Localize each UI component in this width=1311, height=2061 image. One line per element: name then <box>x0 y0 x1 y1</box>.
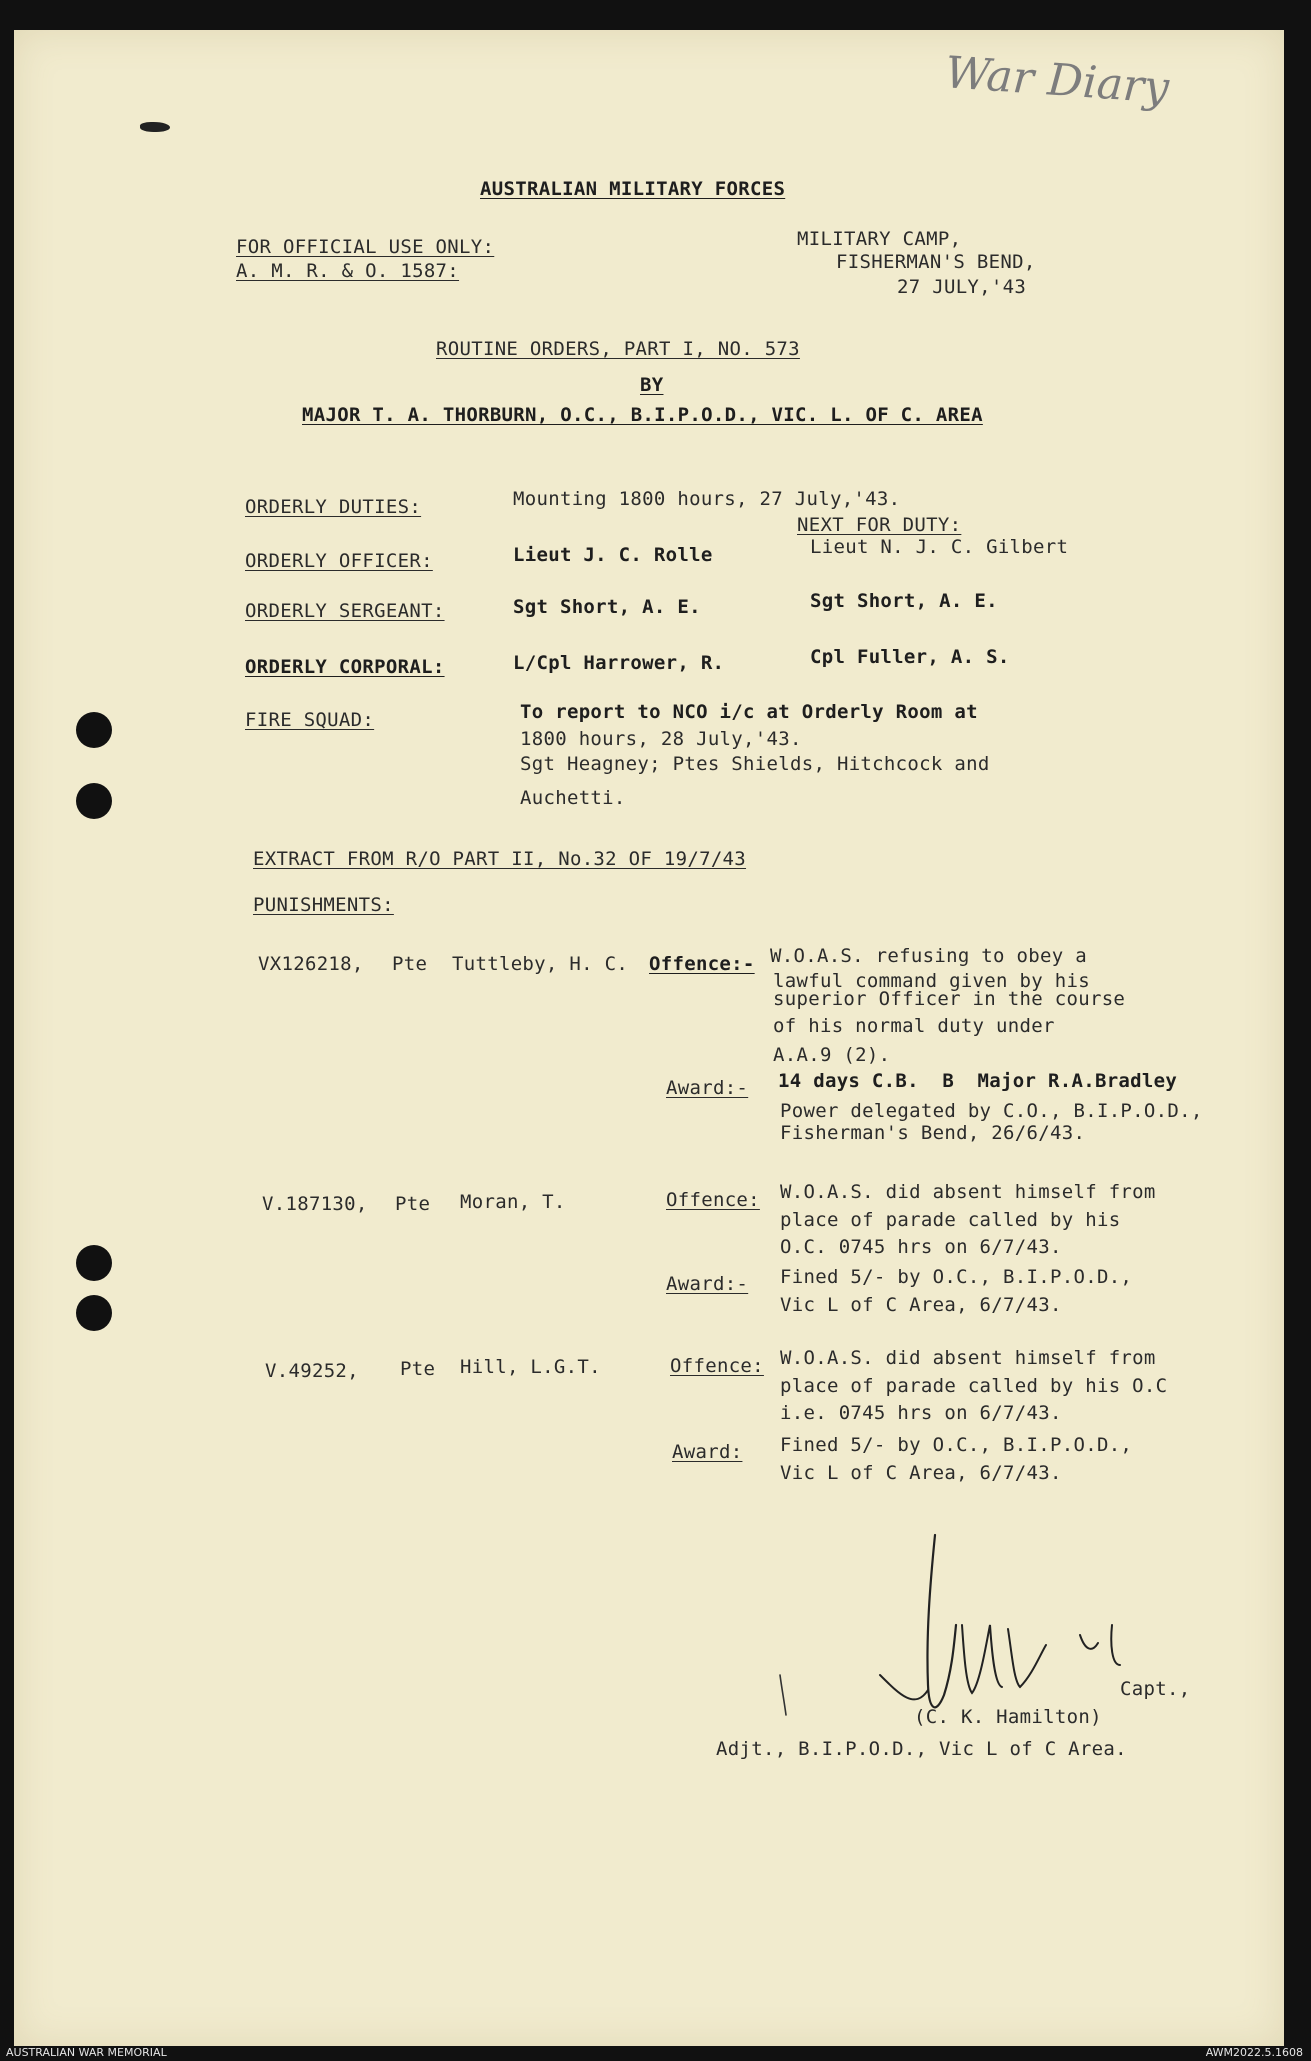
punishments-title: PUNISHMENTS: <box>253 894 394 916</box>
offence-line: lawful command given by his <box>773 970 1090 992</box>
punishment-number: V.187130, <box>262 1193 368 1215</box>
extract-title: EXTRACT FROM R/O PART II, No.32 OF 19/7/43 <box>253 848 747 870</box>
document-date: 27 JULY,'43 <box>897 276 1027 298</box>
footer-institution: AUSTRALIAN WAR MEMORIAL <box>6 2046 167 2059</box>
orderly-sergeant-label: ORDERLY SERGEANT: <box>245 600 445 622</box>
offence-line: W.O.A.S. refusing to obey a <box>770 945 1087 967</box>
orderly-officer-label: ORDERLY OFFICER: <box>245 550 433 572</box>
footer-accession-number: AWM2022.5.1608 <box>1205 2046 1303 2059</box>
next-for-duty-label: NEXT FOR DUTY: <box>797 514 962 536</box>
punishment-number: VX126218, <box>258 953 364 975</box>
official-use-label: FOR OFFICIAL USE ONLY: <box>236 236 495 258</box>
location-line-2: FISHERMAN'S BEND, <box>836 251 1036 273</box>
award-line: Vic L of C Area, 6/7/43. <box>780 1462 1062 1484</box>
fire-squad-line: Sgt Heagney; Ptes Shields, Hitchcock and <box>520 753 990 775</box>
punch-hole <box>76 712 112 748</box>
award-line: Power delegated by C.O., B.I.P.O.D., <box>780 1100 1203 1122</box>
reference-label: A. M. R. & O. 1587: <box>236 260 460 282</box>
award-line: Fisherman's Bend, 26/6/43. <box>780 1122 1086 1144</box>
award-line: Vic L of C Area, 6/7/43. <box>780 1294 1062 1316</box>
fire-squad-line: To report to NCO i/c at Orderly Room at <box>520 701 978 723</box>
offence-line: place of parade called by his O.C <box>780 1375 1168 1397</box>
punishment-name: Moran, T. <box>460 1191 566 1213</box>
orders-title: ROUTINE ORDERS, PART I, NO. 573 <box>436 338 800 360</box>
paper-tear <box>140 122 170 132</box>
offence-line: i.e. 0745 hrs on 6/7/43. <box>780 1402 1062 1424</box>
handwritten-note: War Diary <box>943 47 1171 114</box>
orderly-corporal-current: L/Cpl Harrower, R. <box>513 652 725 674</box>
offence-label: Offence: <box>666 1189 760 1211</box>
award-line: Fined 5/- by O.C., B.I.P.O.D., <box>780 1434 1133 1456</box>
award-label: Award: <box>672 1441 743 1463</box>
offence-label: Offence: <box>670 1355 764 1377</box>
signoff-position: Adjt., B.I.P.O.D., Vic L of C Area. <box>716 1738 1127 1760</box>
punishment-number: V.49252, <box>265 1360 359 1382</box>
offence-line: A.A.9 (2). <box>773 1044 891 1066</box>
punishment-rank: Pte <box>400 1358 436 1380</box>
punishment-rank: Pte <box>392 953 428 975</box>
award-label: Award:- <box>666 1273 749 1295</box>
document-heading: AUSTRALIAN MILITARY FORCES <box>480 178 786 200</box>
orderly-officer-current: Lieut J. C. Rolle <box>513 544 713 566</box>
signoff-rank: Capt., <box>1120 1678 1191 1700</box>
fire-squad-label: FIRE SQUAD: <box>245 709 375 731</box>
punishment-rank: Pte <box>395 1193 431 1215</box>
award-line: Fined 5/- by O.C., B.I.P.O.D., <box>780 1266 1133 1288</box>
offence-line: of his normal duty under <box>773 1015 1055 1037</box>
punishment-name: Hill, L.G.T. <box>460 1356 601 1378</box>
signoff-name: (C. K. Hamilton) <box>914 1706 1102 1728</box>
orderly-corporal-label: ORDERLY CORPORAL: <box>245 656 445 678</box>
award-line: 14 days C.B. B Major R.A.Bradley <box>778 1070 1178 1092</box>
orderly-corporal-next: Cpl Fuller, A. S. <box>810 646 1010 668</box>
orders-issuer: MAJOR T. A. THORBURN, O.C., B.I.P.O.D., VIC. L. OF C. AREA <box>302 404 983 426</box>
orderly-duties-label: ORDERLY DUTIES: <box>245 496 422 518</box>
offence-line: W.O.A.S. did absent himself from <box>780 1347 1156 1369</box>
punishment-name: Tuttleby, H. C. <box>452 953 629 975</box>
offence-line: O.C. 0745 hrs on 6/7/43. <box>780 1236 1062 1258</box>
punch-hole <box>76 1245 112 1281</box>
punch-hole <box>76 783 112 819</box>
orderly-sergeant-next: Sgt Short, A. E. <box>810 590 998 612</box>
location-line-1: MILITARY CAMP, <box>797 228 962 250</box>
orders-by: BY <box>640 374 664 396</box>
offence-label: Offence:- <box>649 953 755 975</box>
orderly-sergeant-current: Sgt Short, A. E. <box>513 596 701 618</box>
fire-squad-line: 1800 hours, 28 July,'43. <box>520 728 802 750</box>
offence-line: place of parade called by his <box>780 1209 1121 1231</box>
fire-squad-line: Auchetti. <box>520 787 626 809</box>
offence-line: superior Officer in the course <box>773 988 1126 1010</box>
orderly-officer-next: Lieut N. J. C. Gilbert <box>810 536 1069 558</box>
orderly-duties-value: Mounting 1800 hours, 27 July,'43. <box>513 488 901 510</box>
punch-hole <box>76 1295 112 1331</box>
offence-line: W.O.A.S. did absent himself from <box>780 1181 1156 1203</box>
award-label: Award:- <box>666 1077 749 1099</box>
